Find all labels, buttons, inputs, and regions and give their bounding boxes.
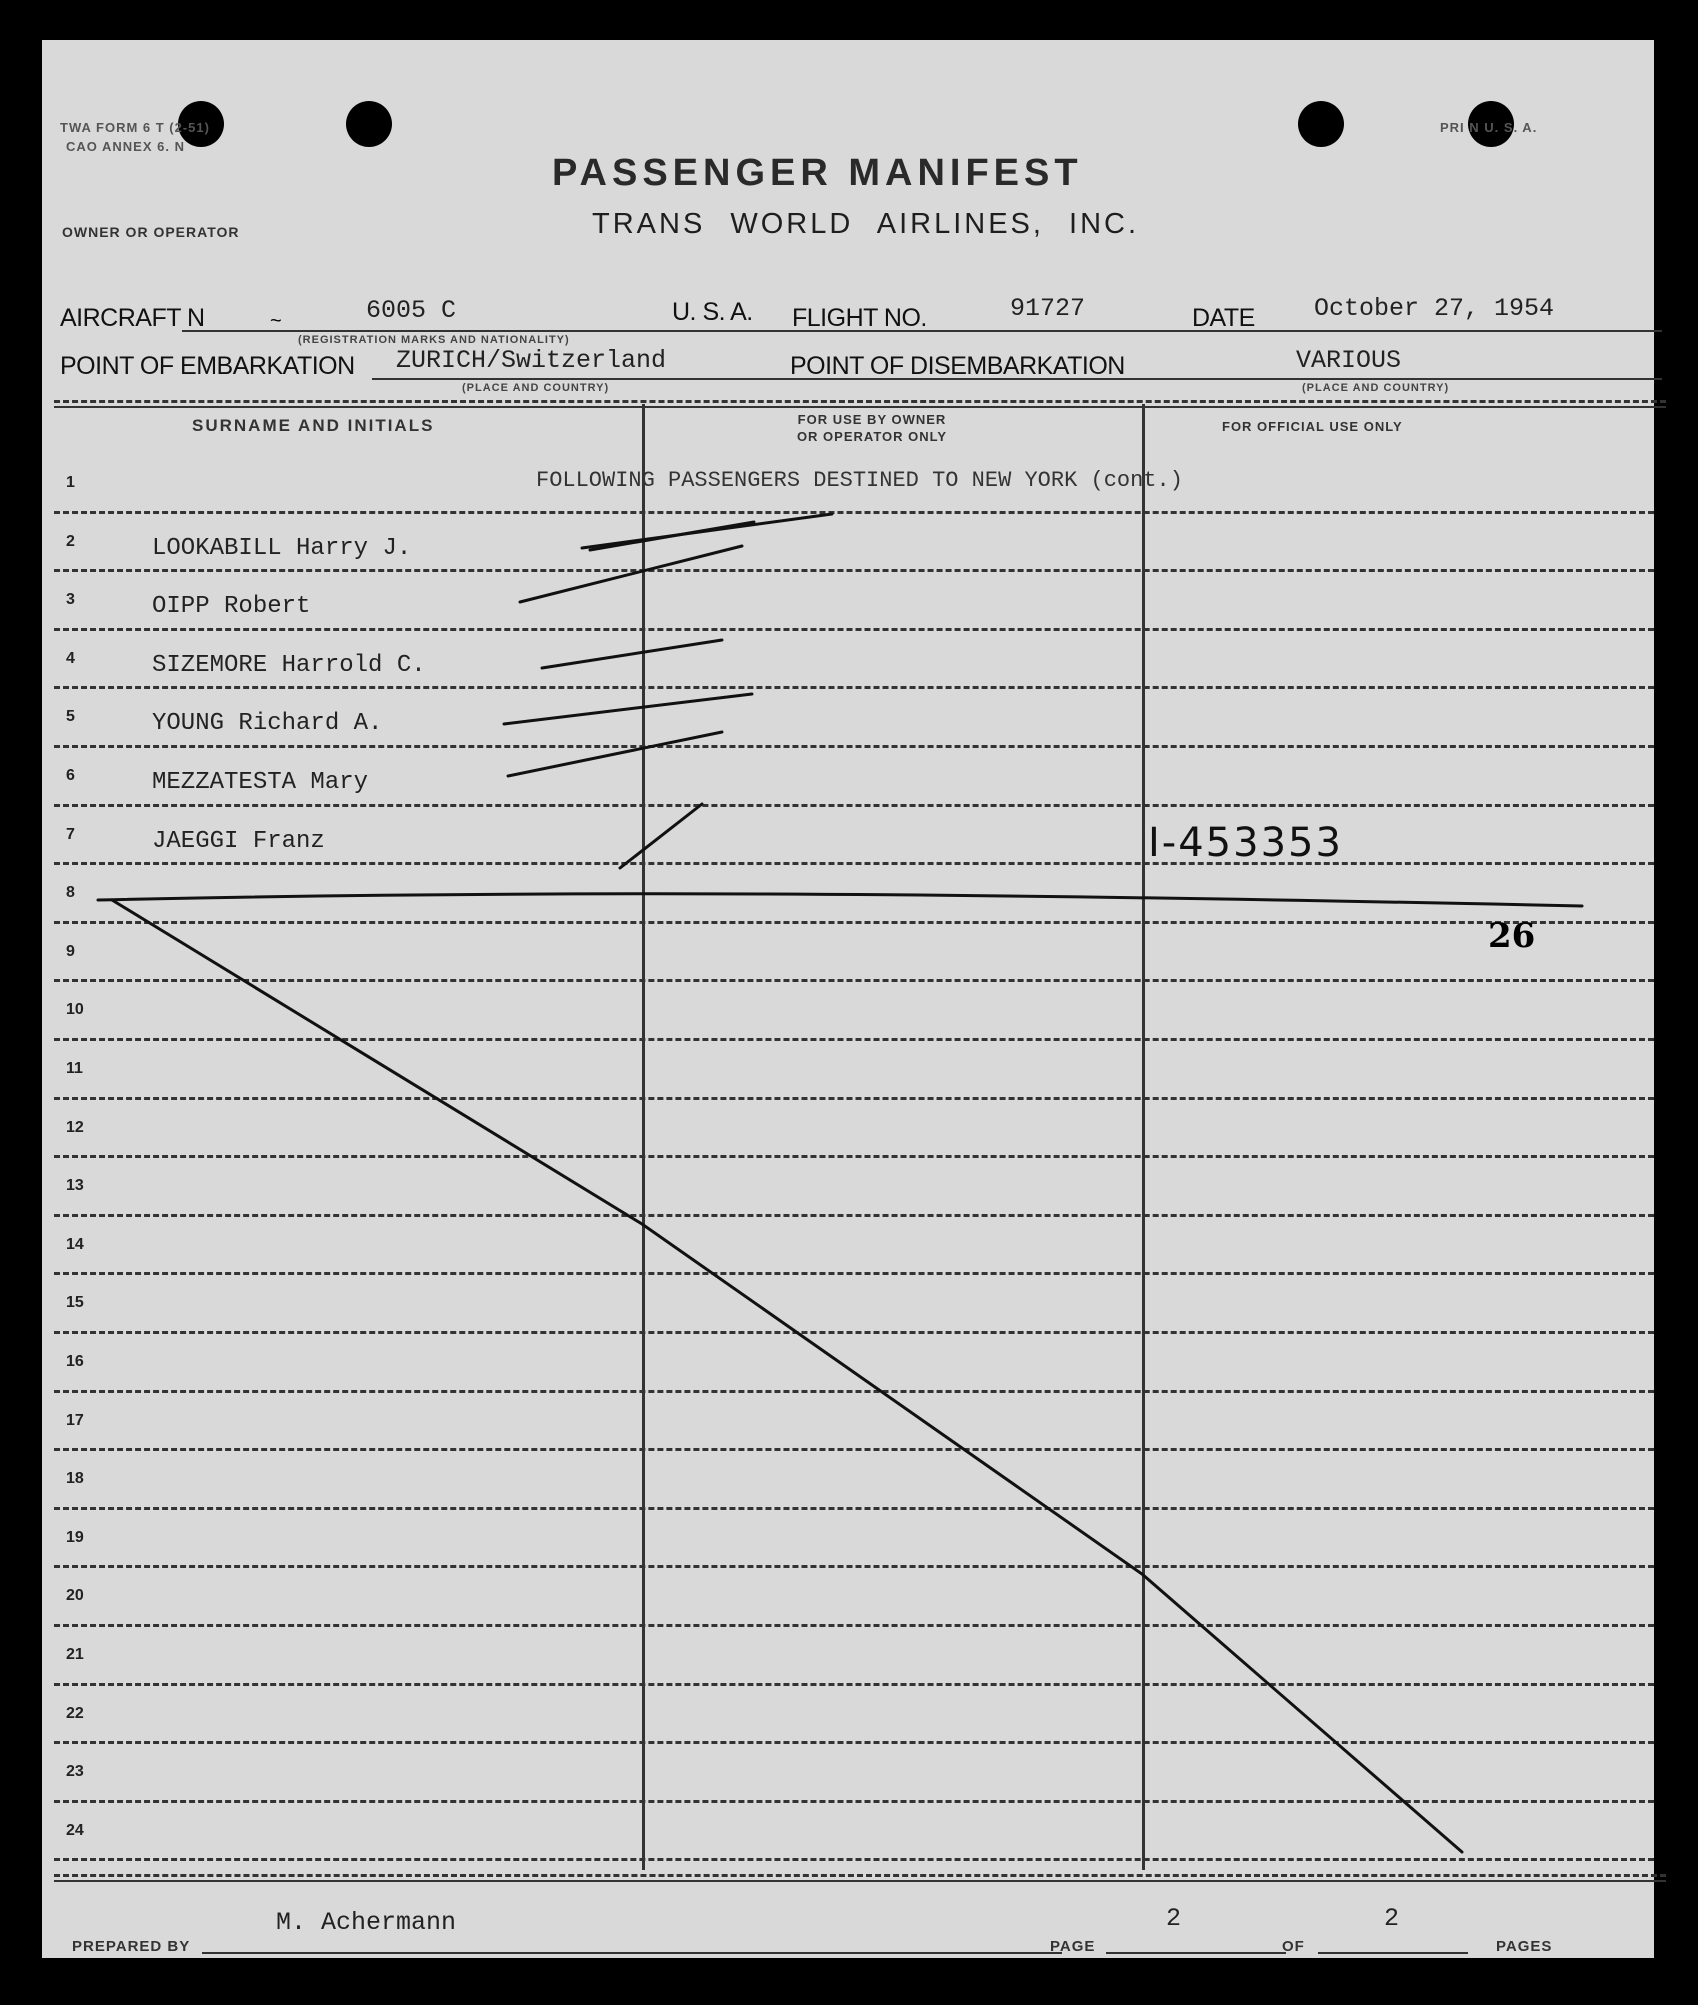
date-label: DATE [1192, 304, 1255, 332]
diagonal-cancel-line [112, 900, 1462, 1852]
row-number: 7 [66, 825, 75, 843]
owner-column-header-line2: OR OPERATOR ONLY [796, 429, 948, 444]
printed-in: PRI N U. S. A. [1440, 120, 1538, 135]
row-number: 22 [66, 1704, 84, 1722]
surname-column-header: SURNAME AND INITIALS [192, 416, 435, 435]
check-marks [42, 40, 1654, 1958]
aircraft-value: 6005 C [366, 296, 457, 325]
row-number: 11 [66, 1060, 83, 1077]
owner-operator-label: OWNER OR OPERATOR [62, 224, 240, 240]
pages-label: PAGES [1496, 1938, 1553, 1955]
row-number: 12 [66, 1118, 84, 1136]
row-number: 1 [66, 474, 75, 491]
passenger-name: LOOKABILL Harry J. [152, 534, 412, 562]
table-bottom-rule [54, 1874, 1666, 1877]
passenger-name: JAEGGI Franz [152, 827, 325, 855]
row-number: 14 [66, 1235, 84, 1253]
row-number: 6 [66, 767, 75, 784]
check-mark [504, 694, 752, 724]
row-number: 3 [66, 591, 75, 609]
check-mark [520, 546, 742, 602]
underline [1318, 1952, 1468, 1954]
row-number: 16 [66, 1353, 84, 1370]
flight-label: FLIGHT NO. [792, 304, 927, 332]
row-number: 17 [66, 1411, 84, 1429]
registration-sublabel: (REGISTRATION MARKS AND NATIONALITY) [298, 334, 570, 346]
row-number: 21 [66, 1646, 84, 1663]
aircraft-dash: ~ [270, 310, 282, 332]
cao-annex: CAO ANNEX 6. N [66, 139, 185, 154]
row-number: 24 [66, 1821, 84, 1839]
disembarkation-label: POINT OF DISEMBARKATION [790, 352, 1125, 380]
check-mark [620, 804, 702, 868]
cancel-line [98, 894, 1582, 906]
destination-note: FOLLOWING PASSENGERS DESTINED TO NEW YORK (cont.) [536, 468, 1183, 493]
passenger-name: OIPP Robert [152, 593, 311, 621]
disembarkation-value: VARIOUS [1296, 346, 1402, 375]
disembarkation-sublabel: (PLACE AND COUNTRY) [1302, 382, 1450, 394]
row-number: 15 [66, 1294, 84, 1312]
check-mark [508, 732, 722, 776]
row-number: 8 [66, 884, 75, 902]
row-number: 4 [66, 649, 75, 667]
embarkation-value: ZURICH/Switzerland [396, 346, 667, 375]
of-value: 2 [1384, 1904, 1400, 1933]
table-bottom-rule [54, 1880, 1666, 1882]
underline [1106, 1952, 1286, 1954]
form-number: TWA FORM 6 T (2-51) [60, 120, 210, 135]
of-label: OF [1282, 1938, 1305, 1955]
prepared-by-label: PREPARED BY [72, 1938, 191, 1955]
passenger-name: YOUNG Richard A. [152, 710, 383, 738]
row-number: 2 [66, 532, 75, 550]
underline [202, 1952, 1062, 1954]
row-number: 10 [66, 1001, 84, 1019]
stamp-number: 26 [1488, 916, 1536, 956]
row-number: 9 [66, 942, 75, 960]
prepared-by-value: M. Achermann [276, 1908, 457, 1937]
airline-name: TRANS WORLD AIRLINES, INC. [592, 208, 1140, 240]
official-handwritten-number: I-453353 [1148, 820, 1343, 866]
usa-label: U. S. A. [672, 298, 753, 326]
embarkation-sublabel: (PLACE AND COUNTRY) [462, 382, 610, 394]
row-number: 23 [66, 1763, 84, 1781]
date-value: October 27, 1954 [1314, 294, 1555, 323]
passenger-name: MEZZATESTA Mary [152, 769, 369, 796]
row-number: 18 [66, 1470, 84, 1488]
row-number: 5 [66, 708, 75, 726]
page-label: PAGE [1050, 1938, 1096, 1955]
aircraft-label: AIRCRAFT N [60, 304, 205, 332]
page-title: PASSENGER MANIFEST [552, 152, 1083, 194]
embarkation-label: POINT OF EMBARKATION [60, 352, 355, 380]
row-number: 20 [66, 1587, 84, 1605]
row-number: 13 [66, 1177, 84, 1195]
page-value: 2 [1166, 1904, 1182, 1933]
owner-column-header-line1: FOR USE BY OWNER [797, 412, 947, 427]
flight-value: 91727 [1010, 294, 1086, 323]
check-mark [542, 640, 722, 668]
manifest-page [42, 40, 1654, 1958]
passenger-name: SIZEMORE Harrold C. [152, 651, 426, 679]
check-mark [590, 522, 754, 550]
row-number: 19 [66, 1528, 84, 1546]
official-column-header: FOR OFFICIAL USE ONLY [1222, 419, 1403, 434]
